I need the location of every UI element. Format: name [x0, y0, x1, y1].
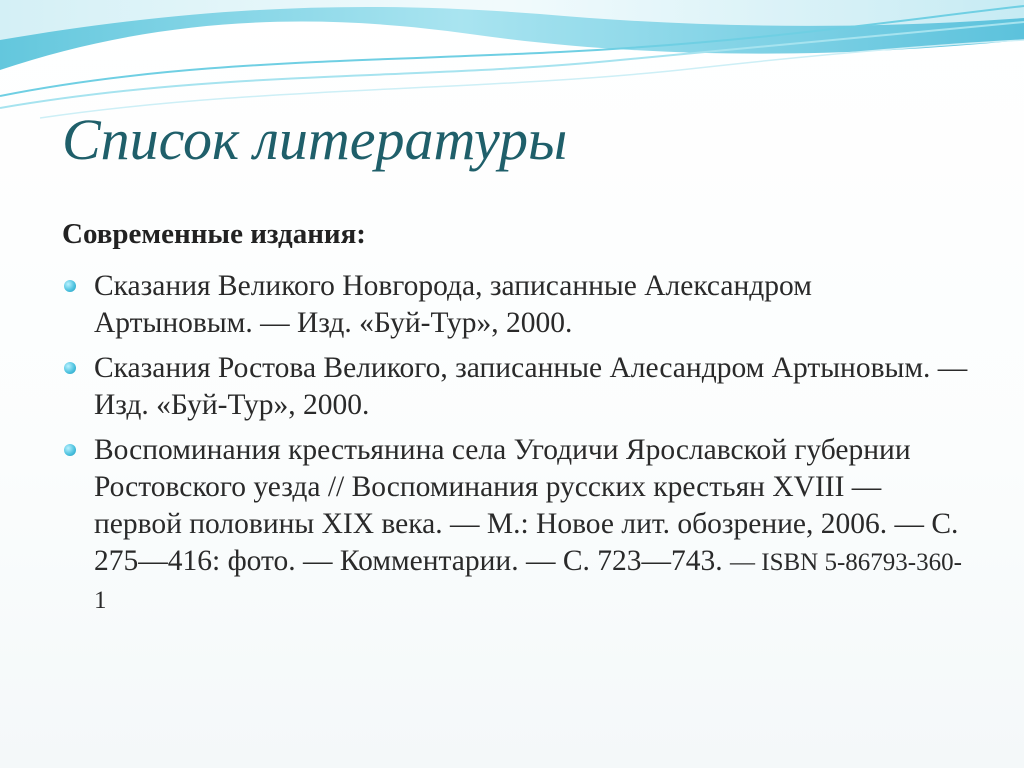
round-bullet-icon: [64, 444, 76, 456]
list-item: [62, 432, 972, 619]
isbn-text: — ISBN 5-86793-360-1: [94, 549, 962, 614]
section-subheading: Современные издания:: [62, 218, 366, 250]
slide-title: Список литературы: [62, 107, 568, 172]
list-item: [62, 350, 972, 424]
list-item-text: Воспоминания крестьянина села Угодичи Ярославской губернии Ростовского уезда // Воспоминания русских крестьян XVIII — первой половины XIX века. — М.: Новое лит. обозрение, 2006. — С. 275—416: фото. — Комментарии. — С. 723—743.: [94, 434, 959, 577]
list-item-text: Сказания Ростова Великого, записанные Алесандром Артыновым. — Изд. «Буй-Тур», 2000.: [94, 352, 968, 421]
round-bullet-icon: [64, 280, 76, 292]
list-item-text: Сказания Великого Новгорода, записанные Александром Артыновым. — Изд. «Буй-Тур», 2000.: [94, 270, 812, 339]
round-bullet-icon: [64, 362, 76, 374]
list-item: [62, 268, 972, 342]
bibliography-list: [62, 268, 972, 627]
